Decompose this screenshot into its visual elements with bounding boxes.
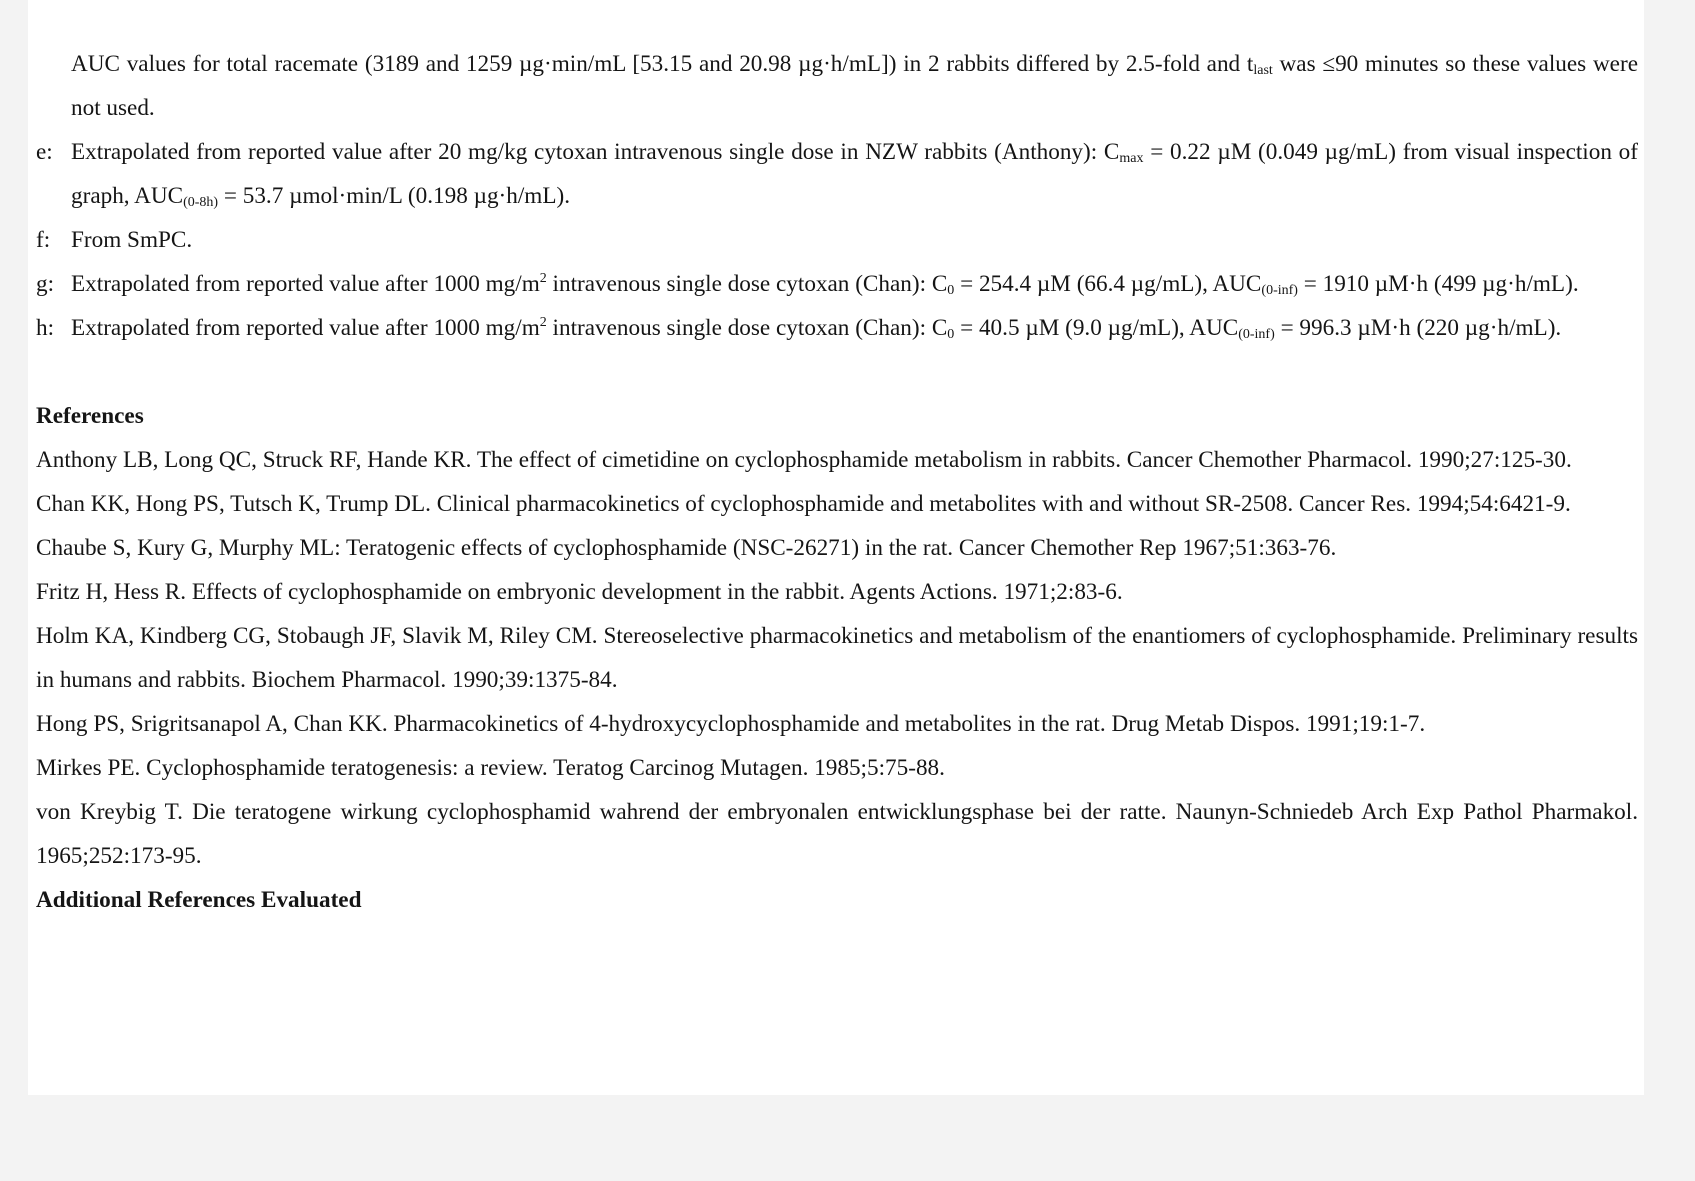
footnote-g-label: g: [36, 271, 55, 297]
footnote-e-text-a: Extrapolated from reported value after 20 mg/kg cytoxan intravenous single dose in NZW rabbits (Anthony): C [71, 139, 1120, 165]
footnote-h-text-c: = 40.5 µM (9.0 µg/mL), AUC [954, 315, 1239, 341]
footnote-g-sub-inf: (0-inf) [1261, 283, 1298, 298]
reference-item: Anthony LB, Long QC, Struck RF, Hande KR. The effect of cimetidine on cyclophosphamide metabolism in rabbits. Cancer Chemother Pharmacol. 1990;27:125-30. [36, 447, 1572, 473]
footnote-e-label: e: [36, 139, 53, 165]
footnote-e-sub-range: (0-8h) [183, 195, 219, 210]
footnote-g-text-a: Extrapolated from reported value after 1000 mg/m [71, 271, 540, 297]
footnote-f [36, 218, 1638, 262]
footnote-g-text-c: = 254.4 µM (66.4 µg/mL), AUC [954, 271, 1262, 297]
footnote-g-sup: 2 [539, 271, 547, 286]
references-heading: References [36, 403, 144, 429]
document-body [36, 42, 1638, 922]
footnote-e-sub-max: max [1119, 151, 1144, 166]
footnote-h-sub-zero: 0 [947, 327, 955, 342]
footnote-d-tail: was ≤90 minutes so these values were not used. [71, 51, 1638, 121]
reference-item: Hong PS, Srigritsanapol A, Chan KK. Pharmacokinetics of 4-hydroxycyclophosphamide and metabolites in the rat. Drug Metab Dispos. 1991;19:1-7. [36, 711, 1426, 737]
footnote-f-text: From SmPC. [71, 227, 193, 253]
reference-item: Chaube S, Kury G, Murphy ML: Teratogenic effects of cyclophosphamide (NSC-26271) in the rat. Cancer Chemother Rep 1967;51:363-76. [36, 535, 1337, 561]
reference-item: Mirkes PE. Cyclophosphamide teratogenesis: a review. Teratog Carcinog Mutagen. 1985;5:75-88. [36, 755, 945, 781]
footnote-h-sub-inf: (0-inf) [1238, 327, 1275, 342]
footnote-d-continued [36, 42, 1638, 130]
reference-item: von Kreybig T. Die teratogene wirkung cyclophosphamid wahrend der embryonalen entwicklungsphase bei der ratte. Naunyn-Schniedeb Arch Exp Pathol Pharmakol. 1965;252:173-95. [36, 799, 1638, 869]
footnote-d-subscript: last [1253, 63, 1273, 78]
footnote-h-sup: 2 [539, 315, 547, 330]
footnote-h-label: h: [36, 315, 55, 341]
footnote-g [36, 262, 1638, 306]
reference-item: Chan KK, Hong PS, Tutsch K, Trump DL. Clinical pharmacokinetics of cyclophosphamide and metabolites with and without SR-2508. Cancer Res. 1994;54:6421-9. [36, 491, 1571, 517]
footnote-h-text-a: Extrapolated from reported value after 1000 mg/m [71, 315, 540, 341]
document-page [28, 0, 1644, 1095]
reference-item: Holm KA, Kindberg CG, Stobaugh JF, Slavik M, Riley CM. Stereoselective pharmacokinetics and metabolism of the enantiomers of cyclophosphamide. Preliminary results in humans and rabbits. Biochem Pharmacol. 1990;39:1375-84. [36, 623, 1638, 693]
footnote-e-text-c: = 53.7 µmol·min/L (0.198 µg·h/mL). [218, 183, 571, 209]
footnote-e [36, 130, 1638, 218]
additional-references-heading: Additional References Evaluated [36, 887, 362, 913]
footnote-g-sub-zero: 0 [947, 283, 955, 298]
footnote-h-text-d: = 996.3 µM·h (220 µg·h/mL). [1274, 315, 1562, 341]
footnote-h-text-b: intravenous single dose cytoxan (Chan): C [546, 315, 948, 341]
footnote-e-text-b: = 0.22 µM (0.049 µg/mL) from visual inspection of graph, AUC [71, 139, 1638, 209]
footnote-h [36, 306, 1638, 350]
footnote-g-text-d: = 1910 µM·h (499 µg·h/mL). [1297, 271, 1579, 297]
reference-item: Fritz H, Hess R. Effects of cyclophosphamide on embryonic development in the rabbit. Agents Actions. 1971;2:83-6. [36, 579, 1123, 605]
footnote-d-text: AUC values for total racemate (3189 and 1259 µg·min/mL [53.15 and 20.98 µg·h/mL]) in 2 rabbits differed by 2.5-fold and t [71, 51, 1254, 77]
footnote-f-label: f: [36, 227, 51, 253]
footnote-g-text-b: intravenous single dose cytoxan (Chan): C [546, 271, 948, 297]
